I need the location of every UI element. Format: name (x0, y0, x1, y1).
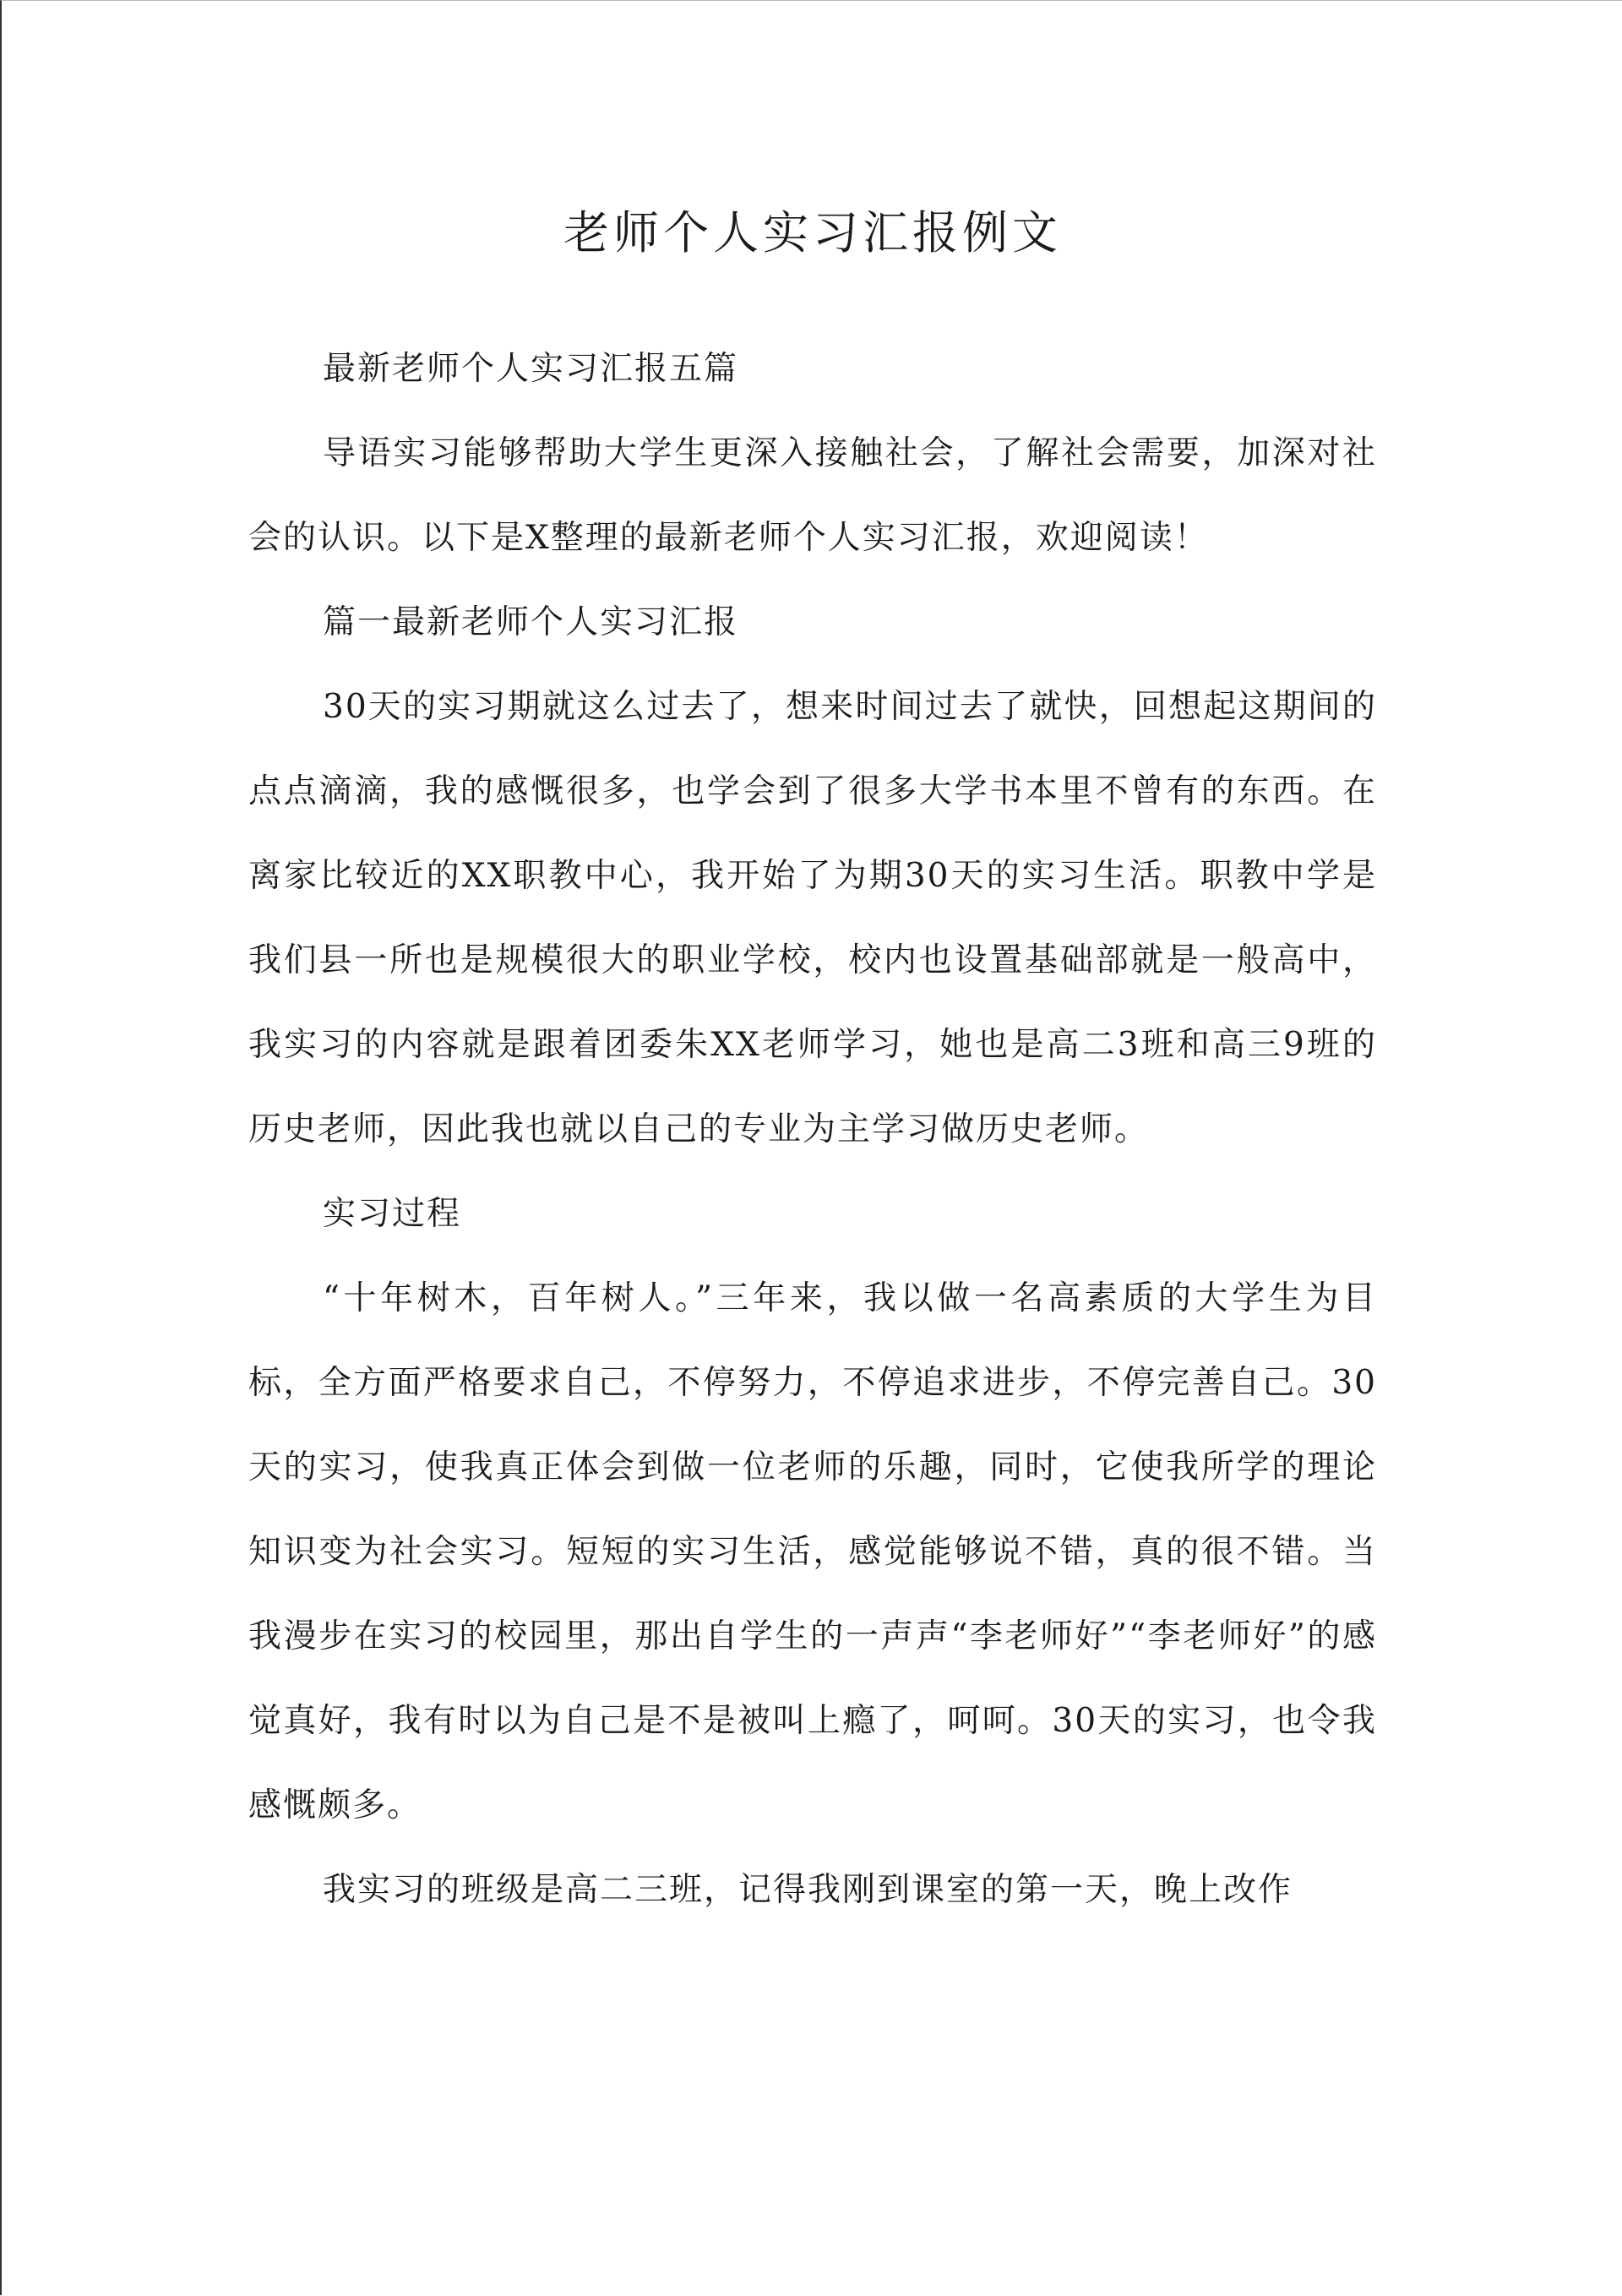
section-heading-process: 实习过程 (323, 1195, 462, 1233)
body-paragraph: 30天的实习期就这么过去了，想来时间过去了就快，回想起这期间的点点滴滴，我的感慨很多，也学会到了很多大学书本里不曾有的东西。在离家比较近的XX职教中心，我开始了为期30天的实习生活。职教中学是我们县一所也是规模很大的职业学校，校内也设置基础部就是一般高中，我实习的内容就是跟着团委朱XX老师学习，她也是高二3班和高三9班的历史老师，因此我也就以自己的专业为主学习做历史老师。 (248, 688, 1377, 1148)
document-body (248, 204, 1377, 1933)
section-heading-part-one: 篇一最新老师个人实习汇报 (323, 603, 739, 641)
subtitle-paragraph: 最新老师个人实习汇报五篇 (323, 350, 739, 388)
intro-paragraph: 导语实习能够帮助大学生更深入接触社会，了解社会需要，加深对社会的认识。以下是X整理的最新老师个人实习汇报，欢迎阅读！ (248, 434, 1377, 557)
document-title: 老师个人实习汇报例文 (563, 206, 1062, 259)
body-paragraph: 我实习的班级是高二三班，记得我刚到课室的第一天，晚上改作 (323, 1871, 1293, 1909)
body-paragraph: “十年树木，百年树人。”三年来，我以做一名高素质的大学生为目标，全方面严格要求自己，不停努力，不停追求进步，不停完善自己。30天的实习，使我真正体会到做一位老师的乐趣，同时，它使我所学的理论知识变为社会实习。短短的实习生活，感觉能够说不错，真的很不错。当我漫步在实习的校园里，那出自学生的一声声“李老师好”“李老师好”的感觉真好，我有时以为自己是不是被叫上瘾了，呵呵。30天的实习，也令我感慨颇多。 (248, 1279, 1377, 1824)
